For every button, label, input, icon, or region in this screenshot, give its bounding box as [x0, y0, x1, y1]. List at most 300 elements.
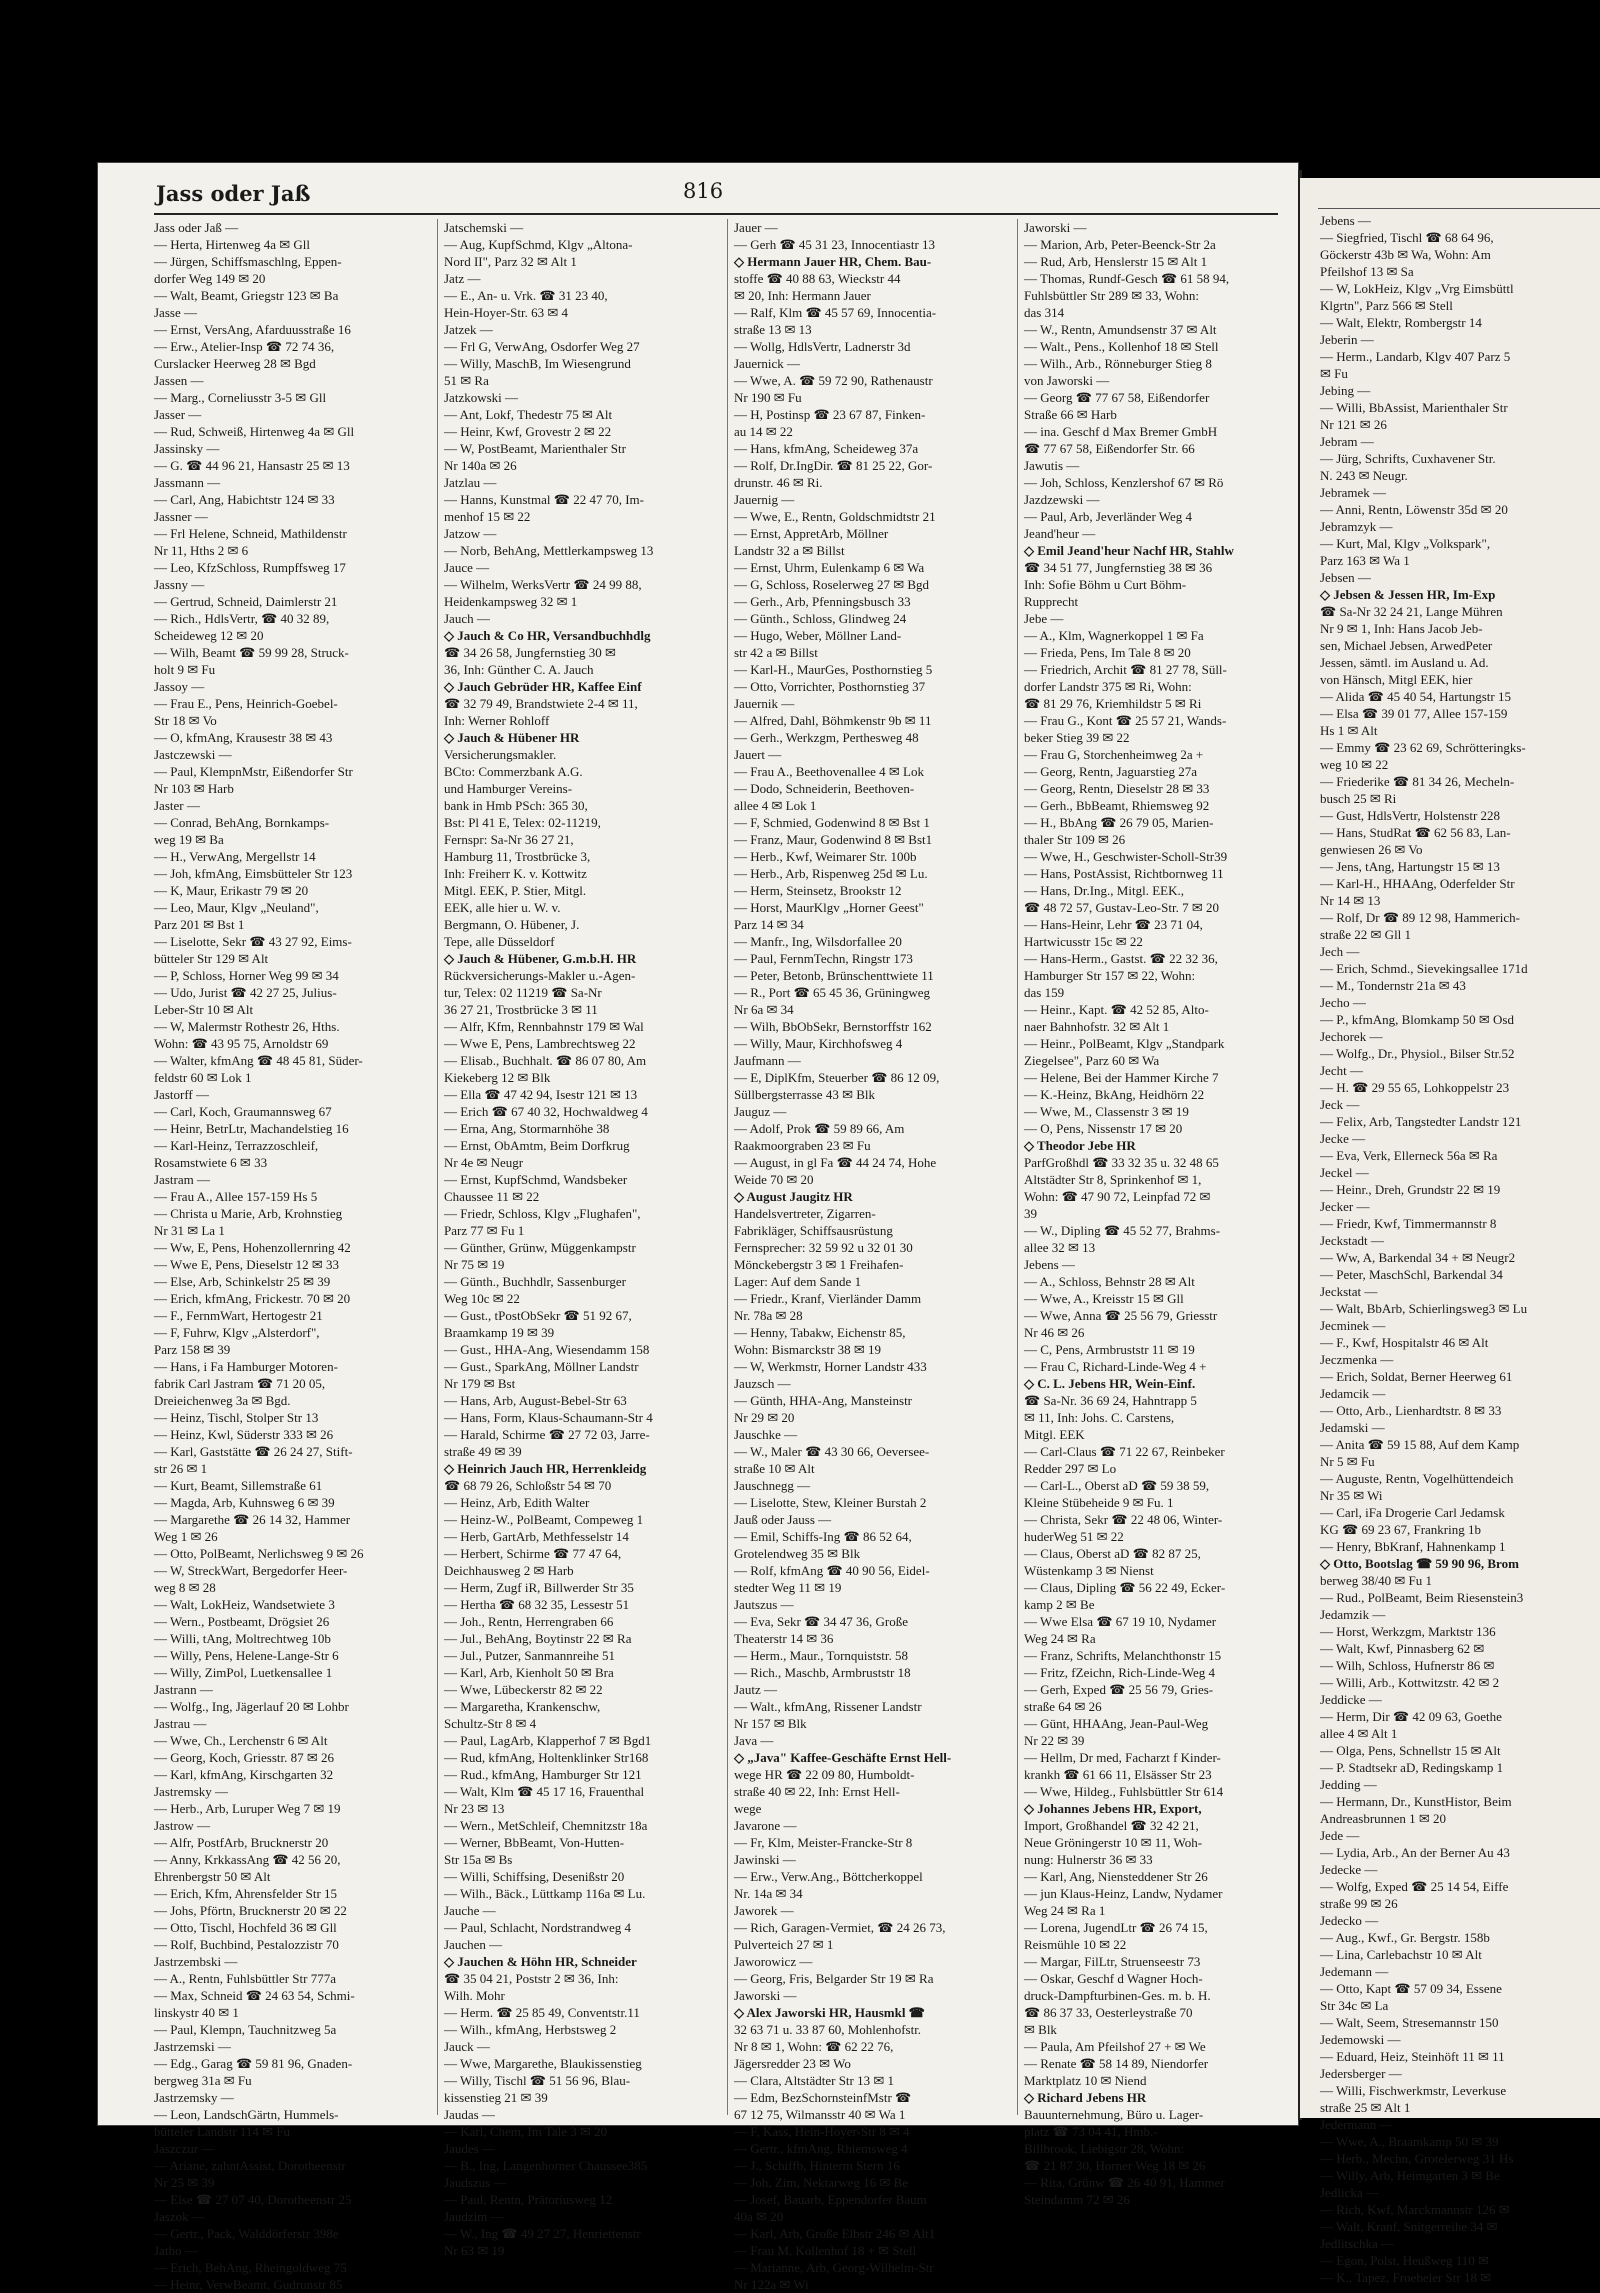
directory-entry: — Renate ☎ 58 14 89, Niendorfer [1024, 2056, 1209, 2071]
directory-entry: ◇ Jauch & Hübener HR [444, 730, 580, 745]
directory-entry: Hartwicusstr 15c ✉ 22 [1024, 934, 1143, 949]
directory-entry: — P, Schloss, Horner Weg 99 ✉ 34 [154, 968, 339, 983]
directory-entry: Jedecko — [1320, 1913, 1379, 1928]
directory-entry: Bauunternehmung, Büro u. Lager- [1024, 2107, 1204, 2122]
directory-entry: 39 [1024, 1206, 1037, 1221]
directory-entry: Jecho — [1320, 995, 1366, 1010]
directory-entry: — Alfred, Dahl, Böhmkenstr 9b ✉ 11 [734, 713, 932, 728]
directory-entry: — Wilh., Arb., Rönneburger Stieg 8 [1024, 356, 1212, 371]
directory-entry: — Hans-Herm., Gastst. ☎ 22 32 36, [1024, 951, 1218, 966]
directory-entry: weg 10 ✉ 22 [1320, 757, 1389, 772]
directory-entry: — W, Werkmstr, Horner Landstr 433 [734, 1359, 927, 1374]
directory-entry: — Wilh, Schloss, Hufnerstr 86 ✉ [1320, 1658, 1495, 1673]
directory-entry: Str 34c ✉ La [1320, 1998, 1389, 2013]
directory-entry: Parz 14 ✉ 34 [734, 917, 804, 932]
directory-entry: — Paul, FernmTechn, Ringstr 173 [734, 951, 913, 966]
directory-entry: straße 64 ✉ 26 [1024, 1699, 1102, 1714]
directory-entry: Jass oder Jaß — [154, 220, 239, 235]
directory-entry: — Herm, Dir ☎ 42 09 63, Goethe [1320, 1709, 1502, 1724]
directory-entry: — Walt, LokHeiz, Wandsetwiete 3 [154, 1597, 335, 1612]
directory-entry: — Frau C, Richard-Linde-Weg 4 + [1024, 1359, 1207, 1374]
directory-entry: — Otto, PolBeamt, Nerlichsweg 9 ✉ 26 [154, 1546, 364, 1561]
directory-entry: Hs 1 ✉ Alt [1320, 723, 1378, 738]
directory-entry: Hein-Hoyer-Str. 63 ✉ 4 [444, 305, 569, 320]
directory-entry: — Paul, KlempnMstr, Eißendorfer Str [154, 764, 353, 779]
directory-entry: — Frau A., Allee 157-159 Hs 5 [154, 1189, 318, 1204]
directory-entry: Jebram — [1320, 434, 1374, 449]
directory-entry: Jaworski — [1024, 220, 1087, 235]
directory-entry: Versicherungsmakler. [444, 747, 557, 762]
directory-entry: Jaszczur — [154, 2141, 215, 2156]
directory-entry: — Aug., Kwf., Gr. Bergstr. 158b [1320, 1930, 1490, 1945]
directory-entry: — Emil, Schiffs-Ing ☎ 86 52 64, [734, 1529, 912, 1544]
directory-entry: Jastrow — [154, 1818, 210, 1833]
directory-entry: — Karl, Chem, Im Tale 3 ✉ 20 [444, 2124, 608, 2139]
directory-entry: — Hans, i Fa Hamburger Motoren- [154, 1359, 338, 1374]
directory-entry: — Paul, LagArb, Klapperhof 7 ✉ Bgd1 [444, 1733, 652, 1748]
directory-entry: ◇ Jauch & Co HR, Versandbuchhdlg [444, 628, 651, 643]
directory-entry: Jatzlau — [444, 475, 497, 490]
directory-entry: — Leo, Maur, Klgv „Neuland", [154, 900, 319, 915]
directory-entry: ☎ Sa-Nr. 36 69 24, Hahntrapp 5 [1024, 1393, 1197, 1408]
directory-entry: Heidenkampsweg 32 ✉ 1 [444, 594, 578, 609]
directory-page [98, 163, 1298, 2292]
directory-entry: Wüstenkamp 3 ✉ Nienst [1024, 1563, 1154, 1578]
directory-entry: KG ☎ 69 23 67, Frankring 1b [1320, 1522, 1481, 1537]
directory-entry: — Gerh., BbBeamt, Rhiemsweg 92 [1024, 798, 1210, 813]
directory-entry: straße 25 ✉ Alt 1 [1320, 2100, 1411, 2115]
directory-entry: — Otto, Vorrichter, Posthornstieg 37 [734, 679, 926, 694]
directory-entry: — Walter, kfmAng ☎ 48 45 81, Süder- [154, 1053, 363, 1068]
directory-entry: Jastczewski — [154, 747, 232, 762]
directory-entry: — Rolf, Dr ☎ 89 12 98, Hammerich- [1320, 910, 1520, 925]
directory-entry: — Leon, LandschGärtn, Hummels- [154, 2107, 339, 2122]
directory-entry: — Gust, HdlsVertr, Holstenstr 228 [1320, 808, 1501, 823]
directory-entry: Jeckstat — [1320, 1284, 1378, 1299]
directory-entry: Jedermann — [1320, 2117, 1393, 2132]
directory-entry: — Paul, Schlacht, Nordstrandweg 4 [444, 1920, 632, 1935]
directory-entry: Altstädter Str 8, Sprinkenhof ✉ 1, [1024, 1172, 1202, 1187]
directory-entry: Braamkamp 19 ✉ 39 [444, 1325, 555, 1340]
directory-entry: Bst: Pl 41 E, Telex: 02-11219, [444, 815, 601, 830]
directory-entry: — Wwe, A., Kreisstr 15 ✉ Gll [1024, 1291, 1184, 1306]
directory-entry: Jeczmenka — [1320, 1352, 1394, 1367]
directory-entry: — Hans, PostAssist, Richtbornweg 11 [1024, 866, 1224, 881]
directory-entry: — W., Rentn, Amundsenstr 37 ✉ Alt [1024, 322, 1217, 337]
directory-entry: — Carl-Claus ☎ 71 22 67, Reinbeker [1024, 1444, 1225, 1459]
directory-entry: — Otto, Arb., Lienhardtstr. 8 ✉ 33 [1320, 1403, 1502, 1418]
directory-entry: — F., Kwf, Hospitalstr 46 ✉ Alt [1320, 1335, 1489, 1350]
directory-entry: — Rich, Garagen-Vermiet, ☎ 24 26 73, [734, 1920, 946, 1935]
directory-entry: — F., FernmWart, Hertogestr 21 [154, 1308, 323, 1323]
directory-entry: — Emmy ☎ 23 62 69, Schrötteringks- [1320, 740, 1526, 755]
directory-entry: ◇ Jauchen & Höhn HR, Schneider [444, 1954, 637, 1969]
directory-entry: — Wwe, Lübeckerstr 82 ✉ 22 [444, 1682, 603, 1697]
directory-entry: — Frau G, Storchenheimweg 2a + [1024, 747, 1204, 762]
directory-entry: — Rita, Grünw ☎ 26 40 91, Hammer [1024, 2175, 1225, 2190]
directory-entry: — Carl, Koch, Graumannsweg 67 [154, 1104, 332, 1119]
directory-entry: N. 243 ✉ Neugr. [1320, 468, 1408, 483]
directory-entry: — Felix, Arb, Tangstedter Landstr 121 [1320, 1114, 1522, 1129]
directory-entry: Jatzek — [444, 322, 493, 337]
directory-entry: — Gust., SparkAng, Möllner Landstr [444, 1359, 639, 1374]
directory-entry: — Georg, Rentn, Jaguarstieg 27a [1024, 764, 1198, 779]
directory-entry: — Erna, Ang, Stormarnhöhe 38 [444, 1121, 610, 1136]
directory-entry: Inh: Werner Rohloff [444, 713, 550, 728]
directory-entry: — Ernst, KupfSchmd, Wandsbeker [444, 1172, 628, 1187]
directory-entry: Jauch — [444, 611, 490, 626]
directory-entry: Import, Großhandel ☎ 32 42 21, [1024, 1818, 1199, 1833]
directory-entry: Jastremsky — [154, 1784, 229, 1799]
directory-entry: — Paul, Rentn, Prätoriusweg 12 [444, 2192, 613, 2207]
directory-entry: Nr 157 ✉ Blk [734, 1716, 807, 1731]
directory-entry: kissenstieg 21 ✉ 39 [444, 2090, 548, 2105]
directory-entry: — Friederike ☎ 81 34 26, Mecheln- [1320, 774, 1515, 789]
directory-entry: Hamburg 11, Trostbrücke 3, [444, 849, 591, 864]
directory-entry: — Erich, BehAng, Rheingoldweg 75 [154, 2260, 347, 2275]
directory-entry: — Herm, Zugf iR, Billwerder Str 35 [444, 1580, 634, 1595]
directory-entry: straße 22 ✉ Gll 1 [1320, 927, 1412, 942]
directory-entry: — M., Tondernstr 21a ✉ 43 [1320, 978, 1466, 993]
directory-entry: — Hans, kfmAng, Scheideweg 37a [734, 441, 919, 456]
directory-entry: — Karl, Ang, Niensteddener Str 26 [1024, 1869, 1208, 1884]
directory-entry: — Ariane, zahntAssist, Dorotheenstr [154, 2158, 346, 2173]
directory-entry: Jedersberger — [1320, 2066, 1402, 2081]
directory-entry: — Erich, kfmAng, Frickestr. 70 ✉ 20 [154, 1291, 351, 1306]
directory-entry: — Hans, StudRat ☎ 62 56 83, Lan- [1320, 825, 1511, 840]
directory-entry: Nr 121 ✉ 26 [1320, 417, 1387, 432]
directory-entry: ☎ 34 51 77, Jungfernstieg 38 ✉ 36 [1024, 560, 1213, 575]
directory-entry: — Heinz, Kwl, Süderstr 333 ✉ 26 [154, 1427, 334, 1442]
directory-entry: — Herm., Maur., Tornquiststr. 58 [734, 1648, 908, 1663]
directory-entry: — Wolfg, Exped ☎ 25 14 54, Eiffe [1320, 1879, 1509, 1894]
directory-entry: Jaster — [154, 798, 200, 813]
directory-entry: — Frau M, Kollenhof 18 + ✉ Stell [734, 2243, 917, 2258]
directory-entry: — Paula, Am Pfeilshof 27 + ✉ We [1024, 2039, 1206, 2054]
directory-entry: — Wwe E, Pens, Lambrechtsweg 22 [444, 1036, 636, 1051]
directory-entry: — Wilh., kfmAng, Herbstsweg 2 [444, 2022, 617, 2037]
directory-entry: — Udo, Jurist ☎ 42 27 25, Julius- [154, 985, 337, 1000]
directory-entry: — R., Port ☎ 65 45 36, Grüningweg [734, 985, 931, 1000]
directory-entry: Bergmann, O. Hübener, J. [444, 917, 580, 932]
directory-entry: — Karl, Arb, Große Elbstr 246 ✉ Alt1 [734, 2226, 936, 2241]
directory-entry: Jasser — [154, 407, 202, 422]
directory-entry: — E, DiplKfm, Steuerber ☎ 86 12 09, [734, 1070, 940, 1085]
directory-entry: — Else ☎ 27 07 40, Dorotheenstr 25 [154, 2192, 352, 2207]
directory-entry: ◇ Hermann Jauer HR, Chem. Bau- [734, 254, 932, 269]
directory-entry: — Erw., Verw.Ang., Böttcherkoppel [734, 1869, 923, 1884]
directory-entry: — Horst, MaurKlgv „Horner Geest" [734, 900, 924, 915]
directory-entry: Nr 8 ✉ 1, Wohn: ☎ 62 22 76, [734, 2039, 894, 2054]
directory-entry: — Wilh., Bäck., Lüttkamp 116a ✉ Lu. [444, 1886, 646, 1901]
directory-entry: — C, Pens, Armbruststr 11 ✉ 19 [1024, 1342, 1195, 1357]
directory-entry: Jaufmann — [734, 1053, 801, 1068]
directory-entry: — Herb, GartArb, Methfesselstr 14 [444, 1529, 629, 1544]
directory-entry: ◇ Alex Jaworski HR, Hausmkl ☎ [734, 2005, 925, 2020]
directory-entry: Weg 1 ✉ 26 [154, 1529, 218, 1544]
directory-entry: Jebramzyk — [1320, 519, 1393, 534]
directory-entry: — Willy, Arb, Heimgarten 3 ✉ Be [1320, 2168, 1500, 2183]
header-rule [154, 213, 1278, 215]
directory-entry: — Franz, Maur, Godenwind 8 ✉ Bst1 [734, 832, 933, 847]
column-4 [1024, 219, 1284, 2207]
directory-entry: Jauche — [444, 1903, 496, 1918]
directory-entry: — Hans, Form, Klaus-Schaumann-Str 4 [444, 1410, 653, 1425]
directory-entry: — Gerh, Exped ☎ 25 56 79, Gries- [1024, 1682, 1214, 1697]
directory-entry: — F, Schmied, Godenwind 8 ✉ Bst 1 [734, 815, 930, 830]
directory-entry: Jecke — [1320, 1131, 1366, 1146]
directory-entry: — Claus, Dipling ☎ 56 22 49, Ecker- [1024, 1580, 1226, 1595]
directory-entry: Wohn: ☎ 47 90 72, Leinpfad 72 ✉ [1024, 1189, 1211, 1204]
directory-entry: 36, Inh: Günther C. A. Jauch [444, 662, 594, 677]
directory-entry: — W, Malermstr Rothestr 26, Hths. [154, 1019, 340, 1034]
directory-entry: Kiekeberg 12 ✉ Blk [444, 1070, 551, 1085]
directory-entry: Jeck — [1320, 1097, 1360, 1112]
directory-entry: Ehrenbergstr 50 ✉ Alt [154, 1869, 271, 1884]
directory-entry: — W., Ing ☎ 49 27 27, Henriettenstr [444, 2226, 641, 2241]
directory-entry: — Herbert, Schirme ☎ 77 47 64, [444, 1546, 622, 1561]
directory-entry: — Else, Arb, Schinkelstr 25 ✉ 39 [154, 1274, 331, 1289]
directory-entry: — Kurt, Beamt, Sillemstraße 61 [154, 1478, 323, 1493]
directory-entry: ParfGroßhdl ☎ 33 32 35 u. 32 48 65 [1024, 1155, 1219, 1170]
page-title: Jass oder Jaß [156, 181, 311, 206]
directory-entry: — Otto, Kapt ☎ 57 09 34, Essene [1320, 1981, 1502, 1996]
directory-entry: Jecker — [1320, 1199, 1370, 1214]
directory-entry: — Heinr., Dreh, Grundstr 22 ✉ 19 [1320, 1182, 1501, 1197]
directory-entry: — Rud, Arb, Henslerstr 15 ✉ Alt 1 [1024, 254, 1208, 269]
directory-entry: 67 12 75, Wilmansstr 40 ✉ Wa 1 [734, 2107, 906, 2122]
directory-entry: — Carl, Ang, Habichtstr 124 ✉ 33 [154, 492, 335, 507]
directory-entry: — P. Stadtsekr aD, Redingskamp 1 [1320, 1760, 1504, 1775]
directory-entry: Nr 140a ✉ 26 [444, 458, 517, 473]
directory-entry: Jauschnegg — [734, 1478, 811, 1493]
directory-entry: — Walt, Seem, Stresemannstr 150 [1320, 2015, 1499, 2030]
page-header [98, 163, 1298, 206]
directory-entry: tur, Telex: 02 11219 ☎ Sa-Nr [444, 985, 602, 1000]
directory-entry: Schultz-Str 8 ✉ 4 [444, 1716, 537, 1731]
directory-entry: str 42 a ✉ Billst [734, 645, 818, 660]
directory-entry: Javarone — [734, 1818, 797, 1833]
directory-entry: — Friedr, Kwf, Timmermannstr 8 [1320, 1216, 1497, 1231]
directory-entry: Jauernig — [734, 492, 795, 507]
directory-entry: str 26 ✉ 1 [154, 1461, 208, 1476]
directory-entry: — ina. Geschf d Max Bremer GmbH [1024, 424, 1218, 439]
directory-entry: Jeckstadt — [1320, 1233, 1384, 1248]
directory-entry: — Willy, ZimPol, Luetkensallee 1 [154, 1665, 333, 1680]
directory-entry: stoffe ☎ 40 88 63, Wieckstr 44 [734, 271, 901, 286]
directory-entry: — Wwe, Hildeg., Fuhlsbüttler Str 614 [1024, 1784, 1224, 1799]
directory-entry: Jauce — [444, 560, 490, 575]
directory-entry: — Jürgen, Schiffsmaschlng, Eppen- [154, 254, 342, 269]
directory-entry: — August, in gl Fa ☎ 44 24 74, Hohe [734, 1155, 937, 1170]
directory-entry: Jech — [1320, 944, 1360, 959]
directory-entry: ◇ Heinrich Jauch HR, Herrenkleidg [444, 1461, 647, 1476]
directory-entry: — K, Maur, Erikastr 79 ✉ 20 [154, 883, 309, 898]
directory-entry: — Ernst, ObAmtm, Beim Dorfkrug [444, 1138, 630, 1153]
directory-entry: — Friedr., Kranf, Vierländer Damm [734, 1291, 922, 1306]
directory-entry: 32 63 71 u. 33 87 60, Mohlenhofstr. [734, 2022, 922, 2037]
directory-entry: Weg 10c ✉ 22 [444, 1291, 520, 1306]
directory-entry: — Ralf, Klm ☎ 45 57 69, Innocentia- [734, 305, 937, 320]
directory-entry: — Günther, Grünw, Müggenkampstr [444, 1240, 636, 1255]
directory-entry: — Wwe Elsa ☎ 67 19 10, Nydamer [1024, 1614, 1217, 1629]
directory-entry: Jastrzembski — [154, 1954, 238, 1969]
directory-entry: allee 4 ✉ Lok 1 [734, 798, 817, 813]
directory-entry: Jassmann — [154, 475, 221, 490]
directory-entry: Straße 66 ✉ Harb [1024, 407, 1117, 422]
directory-entry: Jauß oder Jauss — [734, 1512, 832, 1527]
directory-entry: — Hans, Dr.Ing., Mitgl. EEK., [1024, 883, 1184, 898]
directory-entry: — F, Fuhrw, Klgv „Alsterdorf", [154, 1325, 320, 1340]
directory-entry: — Joh, Zim, Nektarweg 16 ✉ Be [734, 2175, 909, 2190]
directory-entry: — Willi, Fischwerkmstr, Leverkuse [1320, 2083, 1507, 2098]
directory-entry: — Willi, Schiffsing, Desenißstr 20 [444, 1869, 625, 1884]
directory-entry: — Olga, Pens, Schnellstr 15 ✉ Alt [1320, 1743, 1501, 1758]
directory-entry: — Gertr., Pack, Walddörferstr 398e [154, 2226, 339, 2241]
directory-entry: — Walt., Pens., Kollenhof 18 ✉ Stell [1024, 339, 1219, 354]
directory-entry: — Hugo, Weber, Möllner Land- [734, 628, 902, 643]
directory-entry: ◇ August Jaugitz HR [734, 1189, 853, 1204]
directory-entry: Jaworowicz — [734, 1954, 813, 1969]
directory-entry: — Wolfg., Dr., Physiol., Bilser Str.52 [1320, 1046, 1515, 1061]
directory-entry: ☎ 81 29 76, Kriemhildstr 5 ✉ Ri [1024, 696, 1202, 711]
directory-entry: — Adolf, Prok ☎ 59 89 66, Am [734, 1121, 905, 1136]
directory-entry: — Paul, Klempn, Tauchnitzweg 5a [154, 2022, 337, 2037]
directory-entry: — Dodo, Schneiderin, Beethoven- [734, 781, 915, 796]
directory-entry: — Wilh, BbObSekr, Bernstorffstr 162 [734, 1019, 932, 1034]
directory-entry: Jatz — [444, 271, 481, 286]
directory-entry: — Georg ☎ 77 67 58, Eißendorfer [1024, 390, 1210, 405]
directory-entry: Steindamm 72 ✉ 26 [1024, 2192, 1130, 2207]
directory-entry: ✉ Fu [1320, 366, 1348, 381]
directory-entry: — Edm, BezSchornsteinfMstr ☎ [734, 2090, 912, 2105]
directory-entry: wege HR ☎ 22 09 80, Humboldt- [734, 1767, 915, 1782]
directory-entry: ☎ 35 04 21, Poststr 2 ✉ 36, Inh: [444, 1971, 619, 1986]
directory-entry: Süllbergsterrasse 43 ✉ Blk [734, 1087, 876, 1102]
directory-entry: Jeddicke — [1320, 1692, 1382, 1707]
directory-entry: — Herm, Steinsetz, Brookstr 12 [734, 883, 902, 898]
directory-entry: — Ernst, Uhrm, Eulenkamp 6 ✉ Wa [734, 560, 925, 575]
directory-entry: menhof 15 ✉ 22 [444, 509, 531, 524]
directory-entry: — Wwe, Ch., Lerchenstr 6 ✉ Alt [154, 1733, 328, 1748]
directory-entry: Jebens — [1024, 1257, 1075, 1272]
directory-entry: Jauschke — [734, 1427, 798, 1442]
directory-entry: Hamburger Str 157 ✉ 22, Wohn: [1024, 968, 1196, 983]
directory-entry: Jatho — [154, 2243, 198, 2258]
directory-entry: — W, StreckWart, Bergedorfer Heer- [154, 1563, 348, 1578]
directory-entry: — Georg, Fris, Belgarder Str 19 ✉ Ra [734, 1971, 934, 1986]
directory-entry: — Gust., tPostObSekr ☎ 51 92 67, [444, 1308, 632, 1323]
directory-entry: — F, Kass, Hein-Hoyer-Str 8 ✉ 4 [734, 2124, 910, 2139]
directory-entry: — Wwe, Margarethe, Blaukissenstieg [444, 2056, 642, 2071]
directory-entry: Nr 25 ✉ 39 [154, 2175, 215, 2190]
directory-entry: Jedamzik — [1320, 1607, 1386, 1622]
directory-entry: Nr 46 ✉ 26 [1024, 1325, 1085, 1340]
directory-entry: Billbrook, Liebigstr 28, Wohn: [1024, 2141, 1185, 2156]
directory-entry: Jedecke — [1320, 1862, 1378, 1877]
directory-entry: Wohn: ☎ 43 95 75, Arnoldstr 69 [154, 1036, 329, 1051]
directory-entry: — Frau A., Beethovenallee 4 ✉ Lok [734, 764, 924, 779]
directory-entry: Jedemann — [1320, 1964, 1389, 1979]
directory-entry: busch 25 ✉ Ri [1320, 791, 1397, 806]
directory-entry: — Magda, Arb, Kuhnsweg 6 ✉ 39 [154, 1495, 335, 1510]
directory-entry: Nr 22 ✉ 39 [1024, 1733, 1085, 1748]
directory-entry: — Gertr., kfmAng, Rhiemsweg 4 [734, 2141, 908, 2156]
directory-entry: — K., Tapez, Froebeler Str 18 ✉ [1320, 2270, 1492, 2285]
directory-entry: — Thomas, Rundf-Gesch ☎ 61 58 94, [1024, 271, 1230, 286]
directory-entry: Nr 179 ✉ Bst [444, 1376, 516, 1391]
directory-entry: — Günth., Schloss, Glindweg 24 [734, 611, 907, 626]
directory-entry: Jassny — [154, 577, 205, 592]
directory-entry: drunstr. 46 ✉ Ri. [734, 475, 823, 490]
directory-entry: — Eduard, Heiz, Steinhöft 11 ✉ 11 [1320, 2049, 1505, 2064]
directory-entry: Rosamstwiete 6 ✉ 33 [154, 1155, 268, 1170]
directory-entry: — Hans-Heinr, Lehr ☎ 23 71 04, [1024, 917, 1203, 932]
directory-entry: — Gust., HHA-Ang, Wiesendamm 158 [444, 1342, 650, 1357]
directory-entry: straße 49 ✉ 39 [444, 1444, 522, 1459]
directory-entry: Leber-Str 10 ✉ Alt [154, 1002, 254, 1017]
directory-entry: — Anny, KrkkassAng ☎ 42 56 20, [154, 1852, 341, 1867]
directory-entry: — Margar, FilLtr, Struenseestr 73 [1024, 1954, 1201, 1969]
directory-entry: Lager: Auf dem Sande 1 [734, 1274, 862, 1289]
directory-entry: von Hänsch, Mitgl EEK, hier [1320, 672, 1473, 687]
directory-entry: — Elisab., Buchhalt. ☎ 86 07 80, Am [444, 1053, 647, 1068]
directory-entry: krankh ☎ 61 66 11, Elsässer Str 23 [1024, 1767, 1212, 1782]
directory-entry: ◇ Jauch & Hübener, G.m.b.H. HR [444, 951, 637, 966]
directory-entry: das 159 [1024, 985, 1065, 1000]
directory-entry: — Rolf, Buchbind, Pestalozzistr 70 [154, 1937, 339, 1952]
directory-entry: das 314 [1024, 305, 1065, 320]
directory-entry: — Walt, Kranf, Snitgerreihe 34 ✉ [1320, 2219, 1498, 2234]
directory-entry: — Frl G, VerwAng, Osdorfer Weg 27 [444, 339, 640, 354]
directory-entry: Fernsprecher: 32 59 92 u 32 01 30 [734, 1240, 913, 1255]
directory-entry: Jassoy — [154, 679, 205, 694]
directory-entry: Parz 77 ✉ Fu 1 [444, 1223, 525, 1238]
directory-entry: — Wollg, HdlsVertr, Ladnerstr 3d [734, 339, 911, 354]
directory-entry: ◇ C. L. Jebens HR, Wein-Einf. [1024, 1376, 1196, 1391]
directory-entry: — Hellm, Dr med, Facharzt f Kinder- [1024, 1750, 1221, 1765]
directory-entry: — Willi, BbAssist, Marienthaler Str [1320, 400, 1508, 415]
directory-entry: — Joh, Schloss, Kenzlershof 67 ✉ Rö [1024, 475, 1224, 490]
directory-entry: — Auguste, Rentn, Vogelhüttendeich [1320, 1471, 1514, 1486]
directory-entry: au 14 ✉ 22 [734, 424, 793, 439]
directory-entry: — A., Klm, Wagnerkoppel 1 ✉ Fa [1024, 628, 1204, 643]
directory-entry: — Wilhelm, WerksVertr ☎ 24 99 88, [444, 577, 642, 592]
directory-entry: — Herb., Arb, Rispenweg 25d ✉ Lu. [734, 866, 928, 881]
directory-entry: — Jens, tAng, Hartungstr 15 ✉ 13 [1320, 859, 1500, 874]
directory-entry: Jautszus — [734, 1597, 794, 1612]
directory-entry: Jastrann — [154, 1682, 213, 1697]
directory-entry: — Jul., BehAng, Boytinstr 22 ✉ Ra [444, 1631, 632, 1646]
directory-entry: EEK, alle hier u. W. v. [444, 900, 561, 915]
directory-entry: — Erw., Atelier-Insp ☎ 72 74 36, [154, 339, 335, 354]
directory-entry: Jedding — [1320, 1777, 1377, 1792]
directory-entry: — Gerh., Arb, Pfenningsbusch 33 [734, 594, 911, 609]
directory-entry: — Ww, A, Barkendal 34 + ✉ Neugr2 [1320, 1250, 1516, 1265]
directory-entry: — Liselotte, Sekr ☎ 43 27 92, Eims- [154, 934, 352, 949]
directory-entry: — Wolfg., Ing, Jägerlauf 20 ✉ Lohbr [154, 1699, 349, 1714]
directory-entry: Nr 190 ✉ Fu [734, 390, 802, 405]
directory-entry: Jauernick — [734, 356, 801, 371]
directory-entry: — Ella ☎ 47 42 94, Isestr 121 ✉ 13 [444, 1087, 638, 1102]
directory-entry: Tepe, alle Düsseldorf [444, 934, 555, 949]
directory-entry: Nr 35 ✉ Wi [1320, 1488, 1383, 1503]
directory-entry: — Josef, Bauarb, Eppendorfer Baum [734, 2192, 927, 2207]
directory-entry: — Karl-H., HHAAng, Oderfelder Str [1320, 876, 1515, 891]
directory-entry: bütteler Landstr 114 ✉ Fu [154, 2124, 291, 2139]
directory-entry: — A., Schloss, Behnstr 28 ✉ Alt [1024, 1274, 1195, 1289]
directory-entry: ◇ Johannes Jebens HR, Export, [1024, 1801, 1202, 1816]
